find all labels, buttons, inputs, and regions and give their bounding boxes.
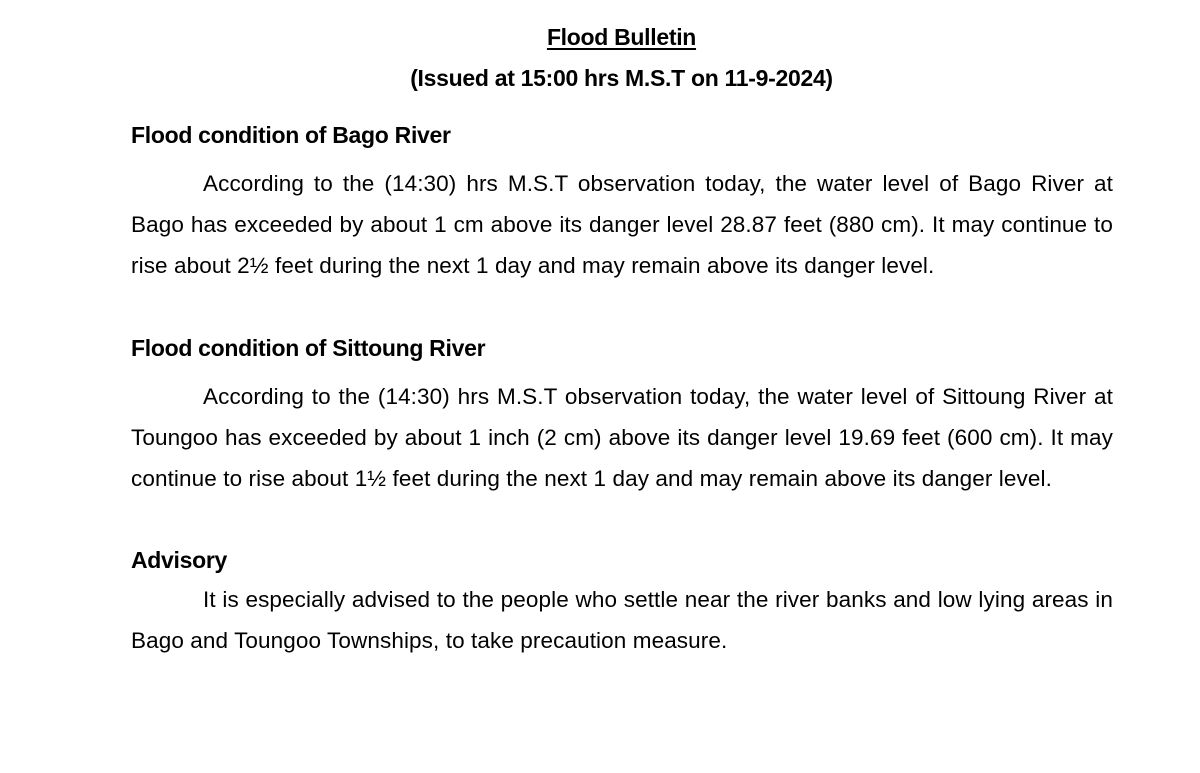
section-heading-sittoung: Flood condition of Sittoung River bbox=[131, 335, 486, 361]
section-heading-bago: Flood condition of Bago River bbox=[131, 122, 451, 148]
section-body-sittoung: According to the (14:30) hrs M.S.T observation today, the water level of Sittoung River at Toungoo has exceeded by about 1 inch (2 cm) above its danger level 19.69 feet (600 cm). It may continue to rise about 1½ feet during the next 1 day and may remain above its danger level. bbox=[131, 384, 1113, 491]
section-body-advisory: It is especially advised to the people who settle near the river banks and low lying areas in Bago and Toungoo Townships, to take precaution measure. bbox=[131, 587, 1113, 653]
page-title: Flood Bulletin bbox=[546, 24, 697, 50]
issued-line: (Issued at 15:00 hrs M.S.T on 11-9-2024) bbox=[410, 65, 833, 91]
section-heading-advisory: Advisory bbox=[131, 547, 228, 573]
section-body-bago: According to the (14:30) hrs M.S.T observation today, the water level of Bago River at Bago has exceeded by about 1 cm above its danger level 28.87 feet (880 cm). It may continue to rise about 2½ feet during the next 1 day and may remain above its danger level. bbox=[131, 171, 1113, 278]
